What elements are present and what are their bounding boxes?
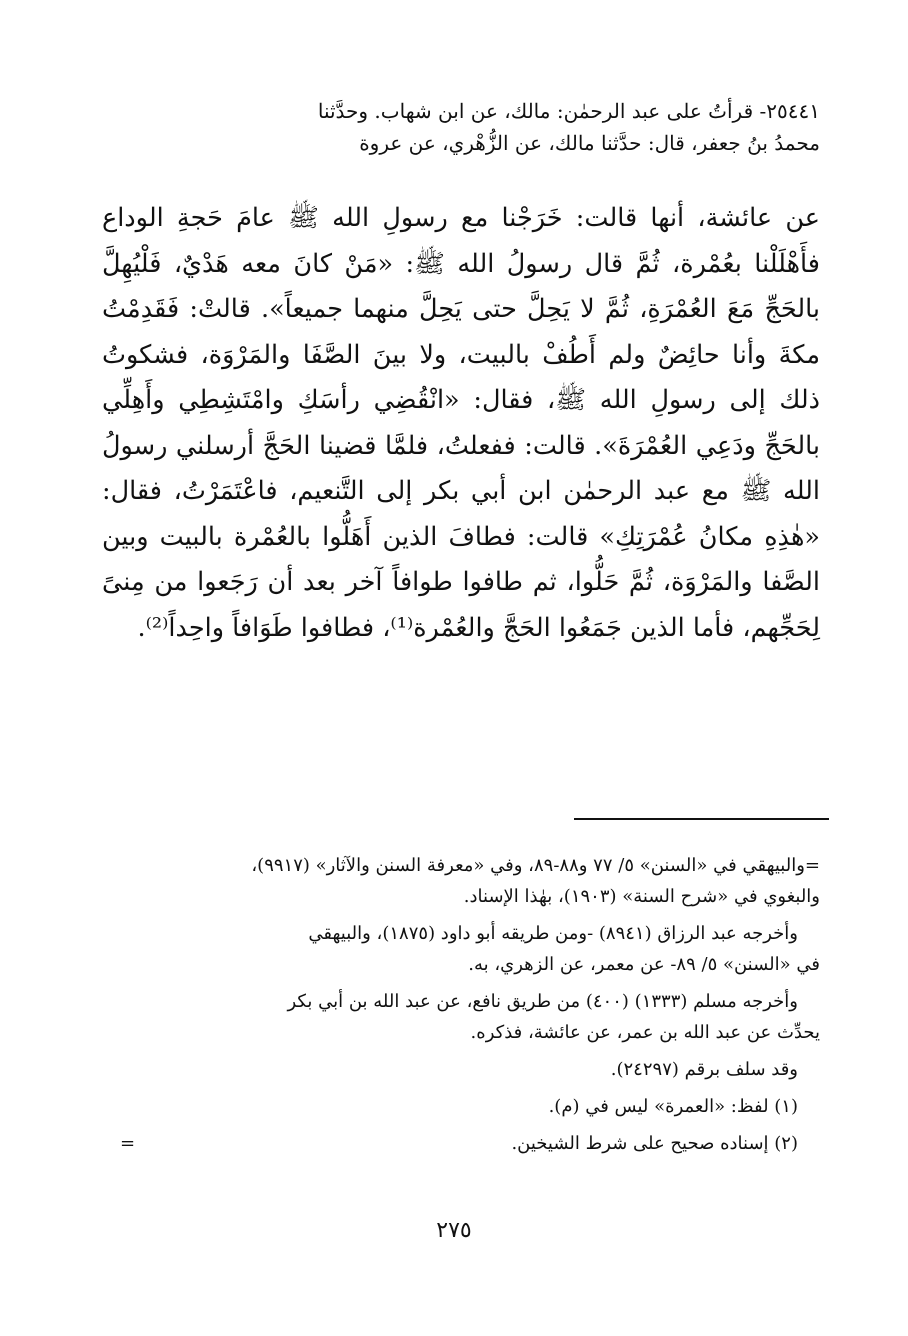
footnote-line: (١) لفظ: «العمرة» ليس في (م). (548, 1096, 798, 1117)
footnote-2 (80, 1128, 820, 1159)
footnote-line: يحدِّث عن عبد الله بن عمر، عن عائشة، فذكره. (470, 1022, 820, 1043)
footnote-paragraph (80, 1054, 820, 1085)
footnote-continuation (80, 850, 820, 912)
footnote-line: في «السنن» ٥/ ٨٩- عن معمر، عن الزهري، به. (468, 954, 820, 975)
footnote-line: =والبيهقي في «السنن» ٥/ ٧٧ و٨٨-٨٩، وفي «معرفة السنن والآثار» (٩٩١٧)، (251, 855, 820, 876)
continuation-mark: = (120, 1133, 136, 1154)
footnote-line: وقد سلف برقم (٢٤٢٩٧). (610, 1059, 798, 1080)
footnote-line: والبغوي في «شرح السنة» (١٩٠٣)، بهٰذا الإسناد. (463, 886, 820, 907)
footnotes-section (80, 850, 820, 1165)
footnote-1 (80, 1091, 820, 1122)
footnote-line: وأخرجه عبد الرزاق (٨٩٤١) -ومن طريقه أبو داود (١٨٧٥)، والبيهقي (308, 923, 798, 944)
footnote-divider (574, 818, 829, 820)
footnote-paragraph (80, 986, 820, 1048)
footnote-line: وأخرجه مسلم (١٣٣٣) (٤٠٠) من طريق نافع، عن عبد الله بن أبي بكر (287, 991, 798, 1012)
footnote-paragraph (80, 918, 820, 980)
footnote-line: (٢) إسناده صحيح على شرط الشيخين. (511, 1133, 798, 1154)
hadith-text: عن عائشة، أنها قالت: خَرَجْنا مع رسولِ الله ﷺ عامَ حَجةِ الوداع فأَهْلَلْنا بعُمْرة، ثُمَّ قال رسولُ الله ﷺ: «مَنْ كانَ معه هَدْيٌ، فَلْيُهِلَّ بالحَجِّ مَعَ العُمْرَةِ، ثُمَّ لا يَحِلَّ حتى يَحِلَّ منهما جميعاً». قالتْ: فَقَدِمْتُ مكةَ وأنا حائِضٌ ولم أَطُفْ بالبيت، ولا بينَ الصَّفَا والمَرْوَة، فشكوتُ ذلك إلى رسولِ الله ﷺ، فقال: «انْقُضِي رأسَكِ وامْتَشِطِي وأَهِلِّي بالحَجِّ ودَعِي العُمْرَةَ». قالت: ففعلتُ، فلمَّا قضينا الحَجَّ أرسلني رسولُ الله ﷺ مع عبد الرحمٰن ابن أبي بكر إلى التَّنعيم، فاعْتَمَرْتُ، فقال: «هٰذِهِ مكانُ عُمْرَتِكِ» قالت: فطافَ الذين أَهَلُّوا بالعُمْرة بالبيت وبين الصَّفا والمَرْوَة، ثُمَّ حَلُّوا، ثم طافوا طوافاً آخر بعد أن رَجَعوا من مِنىً لِحَجِّهم، فأما الذين جَمَعُوا الحَجَّ والعُمْرة⁽¹⁾، فطافوا طَوَافاً واحِداً⁽²⁾. (102, 203, 820, 643)
hadith-isnad: ٢٥٤٤١- قرأتُ على عبد الرحمٰن: مالك، عن ابن شهاب. وحدَّثنا محمدُ بنُ جعفر، قال: حدَّثنا مالك، عن الزُّهْري، عن عروة (317, 99, 820, 155)
page-number: ٢٧٥ (436, 1218, 472, 1243)
